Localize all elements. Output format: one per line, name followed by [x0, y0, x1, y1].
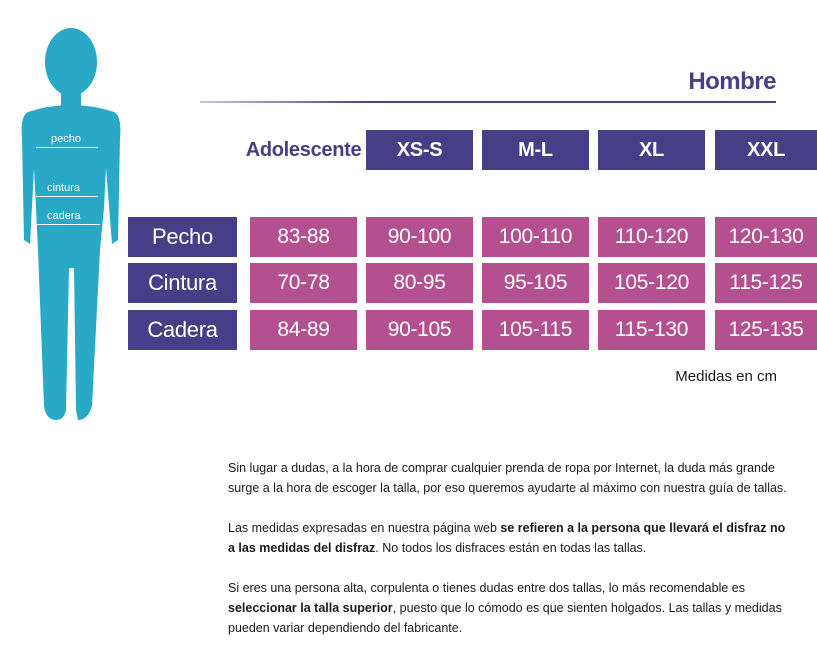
cell-cadera-adolescente: 84-89: [250, 310, 357, 350]
row-label-pecho: Pecho: [128, 217, 237, 257]
hip-line: [32, 224, 100, 225]
units-note: Medidas en cm: [675, 368, 777, 385]
cell-pecho-adolescente: 83-88: [250, 217, 357, 257]
title-divider: [200, 101, 776, 103]
cell-pecho-xl: 110-120: [598, 217, 705, 257]
row-label-cadera: Cadera: [128, 310, 237, 350]
paragraph-measurements-text-a: Las medidas expresadas en nuestra página web: [228, 521, 501, 535]
cell-pecho-xxl: 120-130: [715, 217, 817, 257]
page-title: Hombre: [688, 68, 776, 95]
paragraph-recommendation-text-c: , puesto que lo cómodo es que sienten holgados. Las tallas y medidas pueden variar dependiendo del fabricante.: [228, 601, 782, 635]
cell-cadera-xl: 115-130: [598, 310, 705, 350]
cell-pecho-m-l: 100-110: [482, 217, 589, 257]
paragraph-measurements-emphasis: se refieren a la persona que llevará el disfraz no a las medidas del disfraz: [228, 521, 786, 555]
chest-label: pecho: [51, 133, 81, 145]
cell-cintura-xl: 105-120: [598, 263, 705, 303]
col-header-m-l: M-L: [482, 130, 589, 170]
paragraph-intro: Sin lugar a dudas, a la hora de comprar cualquier prenda de ropa por Internet, la duda más grande surge a la hora de escoger la talla, por eso queremos ayudarte al máximo con nuestra guía de tallas.: [228, 461, 787, 495]
hip-label: cadera: [47, 210, 81, 222]
row-label-cintura: Cintura: [128, 263, 237, 303]
paragraph-measurements-text-c: . No todos los disfraces están en todas las tallas.: [375, 541, 647, 555]
body-silhouette: [14, 18, 132, 428]
paragraph-recommendation-emphasis: seleccionar la talla superior: [228, 601, 393, 615]
waist-label: cintura: [47, 182, 81, 194]
cell-cadera-xxl: 125-135: [715, 310, 817, 350]
col-header-xl: XL: [598, 130, 705, 170]
cell-cintura-xxl: 115-125: [715, 263, 817, 303]
waist-line: [36, 196, 98, 197]
paragraph-recommendation-text-a: Si eres una persona alta, corpulenta o tienes dudas entre dos tallas, lo más recomendable es: [228, 581, 745, 595]
cell-pecho-xs-s: 90-100: [366, 217, 473, 257]
paragraph-recommendation: [228, 578, 788, 638]
col-header-xs-s: XS-S: [366, 130, 473, 170]
cell-cintura-adolescente: 70-78: [250, 263, 357, 303]
paragraph-measurements: [228, 518, 788, 558]
col-header-xxl: XXL: [715, 130, 817, 170]
cell-cadera-m-l: 105-115: [482, 310, 589, 350]
cell-cintura-xs-s: 80-95: [366, 263, 473, 303]
cell-cintura-m-l: 95-105: [482, 263, 589, 303]
col-header-adolescente: Adolescente: [250, 130, 357, 170]
chest-line: [36, 147, 98, 148]
human-figure-icon: [14, 18, 132, 428]
cell-cadera-xs-s: 90-105: [366, 310, 473, 350]
